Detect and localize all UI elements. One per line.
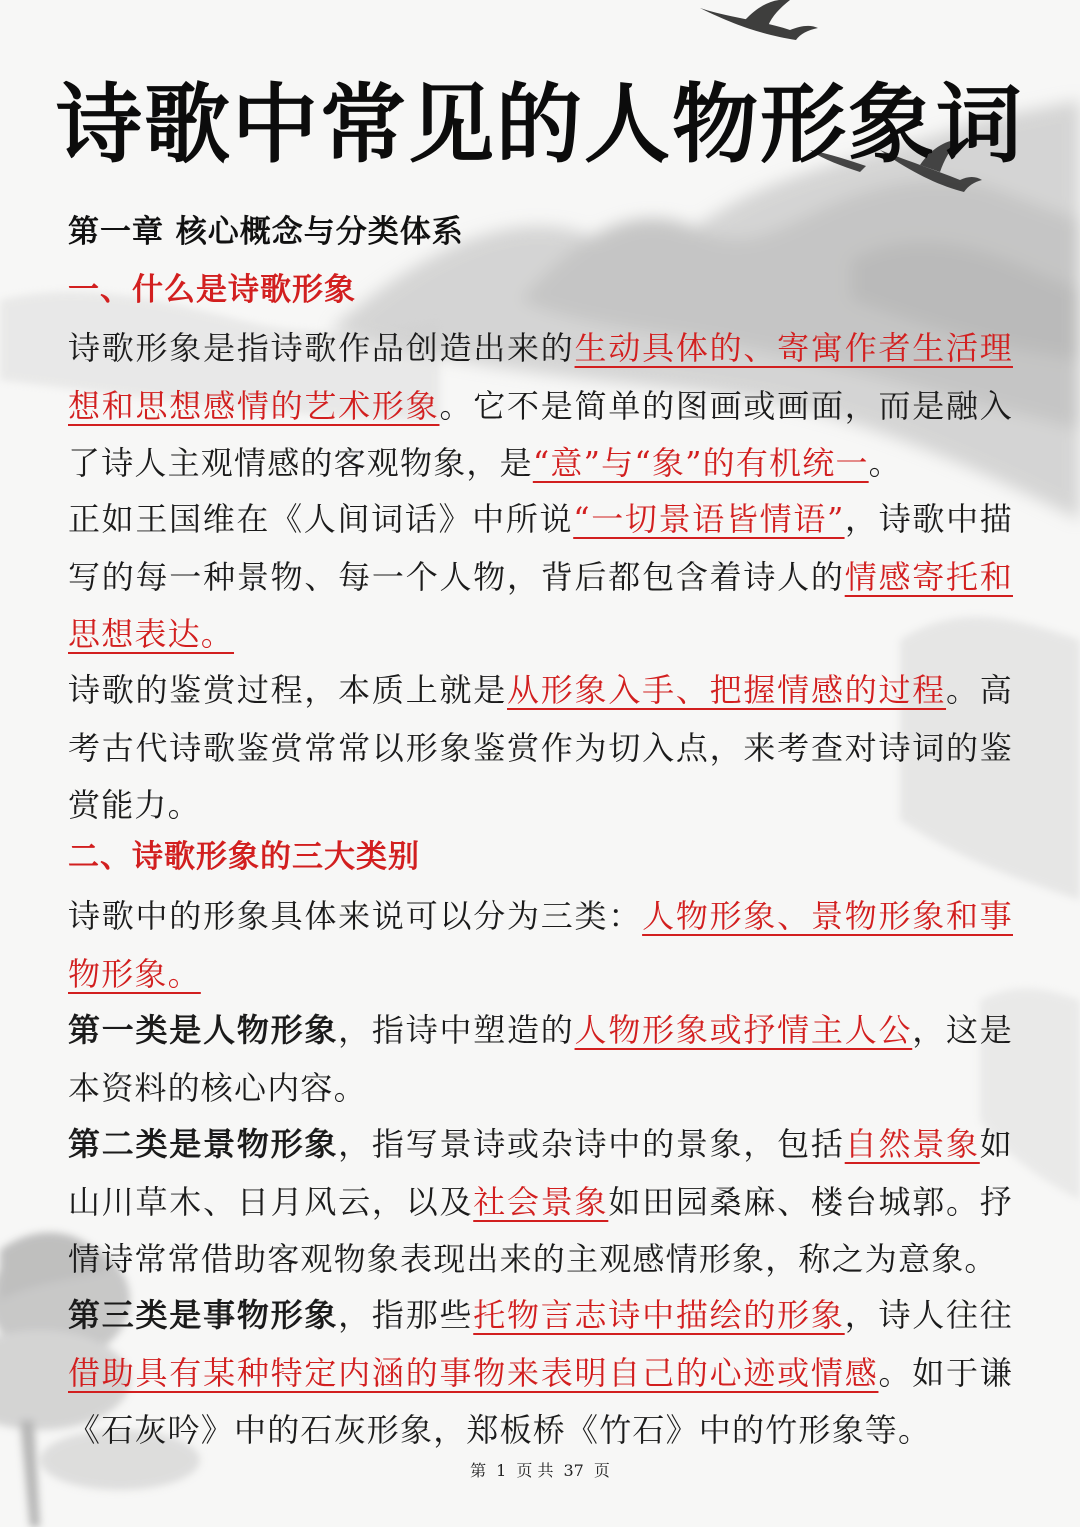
- page-number: 1: [496, 1461, 507, 1480]
- paragraph-character-image: [68, 1002, 1013, 1117]
- highlight-text: 生动具体的、寄寓作者生活理想和思想感情的艺术形象: [68, 329, 1013, 425]
- paragraph-object-image: [68, 1287, 1013, 1460]
- footer-text: 页: [593, 1461, 610, 1480]
- text-run: ，指那些: [338, 1296, 474, 1334]
- highlight-text: “意”与“象”的有机统一: [532, 444, 869, 482]
- total-pages: 37: [563, 1461, 584, 1480]
- text-run: 诗歌中的形象具体来说可以分为三类：: [68, 897, 643, 935]
- text-run: ，指写景诗或杂诗中的景象，包括: [338, 1125, 845, 1163]
- text-run: 诗歌形象是指诗歌作品创造出来的: [68, 329, 575, 367]
- text-run: 。如于谦《石灰吟》中的石灰形象，郑板桥《竹石》中的竹形象等。: [68, 1353, 1013, 1449]
- text-run: ，这是本资料的核心内容。: [68, 1011, 1013, 1107]
- bold-lead: 第一类是人物形象: [68, 1011, 339, 1049]
- text-run: 正如王国维在《人间词话》中所说: [68, 500, 574, 538]
- highlight-text: 借助具有某种特定内涵的事物来表明自己的心迹或情感: [68, 1353, 879, 1392]
- paragraph-wang-guowei: [68, 491, 1013, 664]
- text-run: ，指诗中塑造的: [338, 1011, 575, 1049]
- text-run: 。高考古代诗歌鉴赏常常以形象鉴赏作为切入点，来考查对诗词的鉴赏能力。: [68, 671, 1014, 824]
- section-heading-2: 二、诗歌形象的三大类别: [68, 839, 420, 875]
- paragraph-scenery-image: [68, 1116, 1013, 1289]
- highlight-text: 社会景象: [473, 1182, 609, 1221]
- page-title: 诗歌中常见的人物形象词: [56, 75, 1024, 175]
- highlight-text: 人物形象或抒情主人公: [574, 1011, 913, 1049]
- text-run: ，诗人往往: [844, 1296, 1013, 1334]
- text-run: ，诗歌中描写的每一种景物、每一个人物，背后都包含着诗人的: [68, 500, 1013, 596]
- section-heading-1: 一、什么是诗歌形象: [68, 272, 356, 308]
- bold-lead: 第三类是事物形象: [68, 1296, 339, 1334]
- paragraph-three-types: [68, 888, 1013, 1003]
- highlight-text: “一切景语皆情语”: [573, 500, 845, 538]
- paragraph-definition: [68, 320, 1013, 493]
- text-run: 。它不是简单的图画或画面，而是融入了诗人主观情感的客观物象，是: [68, 386, 1014, 482]
- highlight-text: 人物形象、景物形象和事物形象。: [68, 897, 1013, 993]
- highlight-text: 自然景象: [844, 1125, 980, 1163]
- text-run: 诗歌的鉴赏过程，本质上就是: [68, 671, 508, 709]
- paragraph-appreciation: [68, 662, 1013, 835]
- text-run: 如田园桑麻、楼台城郭。抒情诗常常借助客观物象表现出来的主观感情形象，称之为意象。: [68, 1182, 1013, 1278]
- footer-text: 页 共: [516, 1461, 554, 1480]
- highlight-text: 情感寄托和思想表达。: [68, 557, 1013, 653]
- text-run: 。: [868, 444, 902, 482]
- chapter-heading: 第一章 核心概念与分类体系: [68, 214, 464, 250]
- footer-text: 第: [470, 1461, 487, 1480]
- text-run: 如山川草木、日月风云，以及: [68, 1125, 1013, 1221]
- bold-lead: 第二类是景物形象: [68, 1125, 339, 1163]
- highlight-text: 从形象入手、把握情感的过程: [507, 671, 947, 709]
- page-footer: [0, 1458, 1080, 1481]
- highlight-text: 托物言志诗中描绘的形象: [473, 1296, 845, 1334]
